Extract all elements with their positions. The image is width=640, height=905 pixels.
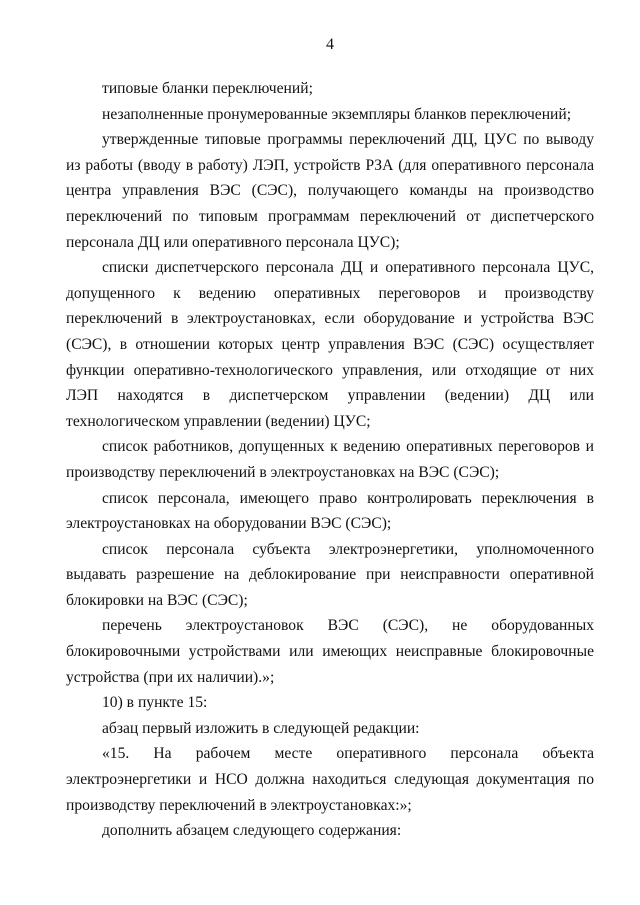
paragraph-5: список работников, допущенных к ведению оперативных переговоров и производству переключений в электроустановках на ВЭС (СЭС); <box>66 438 594 481</box>
paragraph-11: «15. На рабочем месте оперативного персонала объекта электроэнергетики и НСО должна находиться следующая документация по производству переключений в электроустановках:»; <box>66 745 594 814</box>
paragraph-4: списки диспетчерского персонала ДЦ и оперативного персонала ЦУС, допущенного к ведению оперативных переговоров и производству переключений в электроустановках, если оборудование и устройства ВЭС (СЭС), в отношении которых центр управления ВЭС (СЭС) осуществляет функции оперативно-технологического управления, или отходящие от них ЛЭП находятся в диспетчерском управлении (ведении) ДЦ или технологическом управлении (ведении) ЦУС; <box>66 259 594 430</box>
paragraph-9: 10) в пункте 15: <box>102 694 208 712</box>
paragraph-7: список персонала субъекта электроэнергетики, уполномоченного выдавать разрешение на деблокирование при неисправности оперативной блокировки на ВЭС (СЭС); <box>66 540 594 609</box>
paragraph-8: перечень электроустановок ВЭС (СЭС), не оборудованных блокировочными устройствами или имеющих неисправные блокировочные устройства (при их наличии).»; <box>66 617 594 686</box>
paragraph-3: утвержденные типовые программы переключений ДЦ, ЦУС по выводу из работы (вводу в работу) ЛЭП, устройств РЗА (для оперативного персонала центра управления ВЭС (СЭС), получающего команды на производство переключений по типовым программам переключений от диспетчерского персонала ДЦ или оперативного персонала ЦУС); <box>66 131 594 251</box>
page-number: 4 <box>326 36 334 53</box>
paragraph-12: дополнить абзацем следующего содержания: <box>102 822 402 840</box>
paragraph-1: типовые бланки переключений; <box>102 80 313 97</box>
document-body <box>66 76 594 844</box>
paragraph-2: незаполненные пронумерованные экземпляры бланков переключений; <box>102 105 572 123</box>
paragraph-10: абзац первый изложить в следующей редакции: <box>102 719 420 737</box>
paragraph-6: список персонала, имеющего право контролировать переключения в электроустановках на оборудовании ВЭС (СЭС); <box>66 489 594 533</box>
